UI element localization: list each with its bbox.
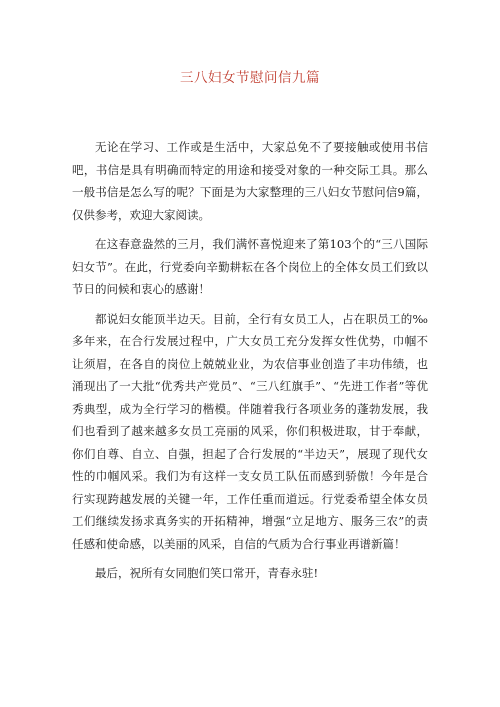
paragraph-greeting: 在这春意盎然的三月，我们满怀喜悦迎来了第103个的“三八国际妇女节”。在此，行党委向辛勤耕耘在各个岗位上的全体女员工们致以节日的问候和衷心的感谢！ (72, 237, 428, 296)
paragraph-intro: 无论在学习、工作或是生活中，大家总免不了要接触或使用书信吧，书信是具有明确而特定的用途和接受对象的一种交际工具。那么一般书信是怎么写的呢？下面是为大家整理的三八妇女节慰问信9篇，仅供参考，欢迎大家阅读。 (72, 140, 428, 222)
document-body (72, 136, 428, 585)
paragraph-main: 都说妇女能顶半边天。目前，全行有女员工人，占在职员工的‰多年来，在合行发展过程中，广大女员工充分发挥女性优势，巾帼不让须眉，在各自的岗位上兢兢业业，为农信事业创造了丰功伟绩，也涌现出了一大批“优秀共产党员”、“三八红旗手”、“先进工作者”等优秀典型，成为全行学习的楷模。伴随着我行各项业务的蓬勃发展，我们也看到了越来越多女员工亮丽的风采，你们积极进取，甘于奉献，你们自尊、自立、自强，担起了合行发展的“半边天”，展现了现代女性的巾帼风采。我们为有这样一支女员工队伍而感到骄傲！今年是合行实现跨越发展的关键一年，工作任重而道远。行党委希望全体女员工们继续发扬求真务实的开拓精神，增强“立足地方、服务三农”的责任感和使命感，以美丽的风采，自信的气质为合行事业再谱新篇！ (72, 311, 428, 551)
paragraph-closing: 最后，祝所有女同胞们笑口常开，青春永驻! (95, 566, 319, 580)
document-title: 三八妇女节慰问信九篇 (180, 70, 320, 86)
